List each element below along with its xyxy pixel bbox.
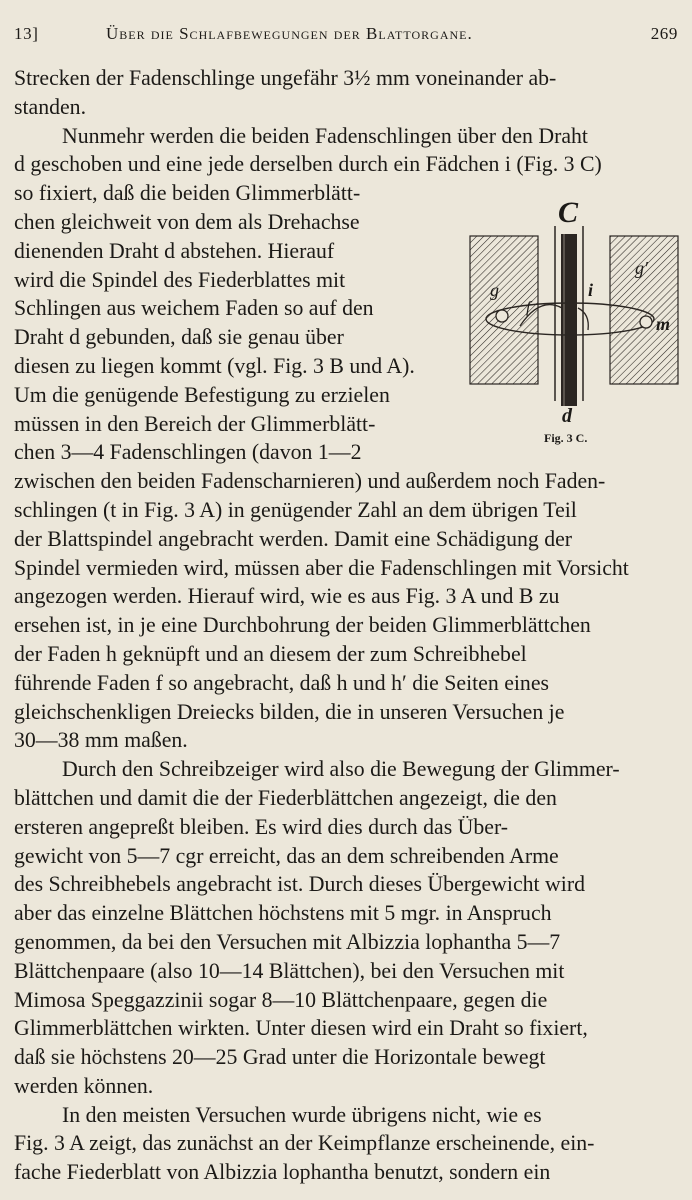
label-C: C: [558, 196, 579, 229]
text-line: aber das einzelne Blättchen höchstens mit 5 mgr. in Anspruch: [14, 901, 552, 926]
text-line: dienenden Draht d abstehen. Hierauf: [14, 238, 335, 263]
text-line: Blättchenpaare (also 10—14 Blättchen), bei den Versuchen mit: [14, 958, 565, 983]
wire-d: [561, 234, 577, 406]
figure-3c-drawing: [460, 196, 690, 436]
text-line: Spindel vermieden wird, müssen aber die Fadenschlingen mit Vorsicht: [14, 555, 629, 580]
text-line: so fixiert, daß die beiden Glimmerblätt-: [14, 181, 361, 206]
text-line: 30—38 mm maßen.: [14, 728, 188, 753]
text-line: standen.: [14, 94, 87, 119]
text-line: Fig. 3 A zeigt, das zunächst an der Keimpflanze erscheinende, ein-: [14, 1131, 595, 1156]
page-number: 269: [650, 24, 678, 43]
text-line: gleichschenkligen Dreiecks bilden, die in unseren Versuchen je: [14, 699, 565, 724]
text-line: gewicht von 5—7 cgr erreicht, das an dem schreibenden Arme: [14, 843, 559, 868]
running-header: [14, 20, 678, 48]
text-line: Nunmehr werden die beiden Fadenschlingen über den Draht: [62, 123, 588, 148]
text-line: diesen zu liegen kommt (vgl. Fig. 3 B und A).: [14, 353, 415, 378]
text-line: der Faden h geknüpft und an diesem der zum Schreibhebel: [14, 641, 527, 666]
text-line: blättchen und damit die der Fiederblättchen angezeigt, die den: [14, 785, 557, 810]
text-line: Um die genügende Befestigung zu erzielen: [14, 382, 390, 407]
text-line: Durch den Schreibzeiger wird also die Bewegung der Glimmer-: [62, 757, 620, 782]
text-line: fache Fiederblatt von Albizzia lophantha benutzt, sondern ein: [14, 1160, 551, 1185]
text-line: Glimmerblättchen wirkten. Unter diesen wird ein Draht so fixiert,: [14, 1016, 588, 1041]
text-line: werden können.: [14, 1073, 154, 1098]
label-f: f: [526, 299, 531, 316]
text-line: d geschoben und eine jede derselben durch ein Fädchen i (Fig. 3 C): [14, 152, 602, 177]
hole-right: [640, 316, 652, 328]
figure-3c: [460, 196, 690, 458]
label-i: i: [588, 280, 594, 300]
text-line: ersehen ist, in je eine Durchbohrung der beiden Glimmerblättchen: [14, 613, 591, 638]
text-line: chen 3—4 Fadenschlingen (davon 1—2: [14, 440, 362, 465]
text-line: müssen in den Bereich der Glimmerblätt-: [14, 411, 376, 436]
text-line: Mimosa Speggazzinii sogar 8—10 Blättchenpaare, gegen die: [14, 987, 548, 1012]
text-line: In den meisten Versuchen wurde übrigens nicht, wie es: [62, 1102, 542, 1127]
text-line: ersteren angepreßt bleiben. Es wird dies durch das Über-: [14, 814, 509, 839]
figure-caption: Fig. 3 C.: [544, 431, 588, 445]
text-line: angezogen werden. Hierauf wird, wie es aus Fig. 3 A und B zu: [14, 584, 560, 609]
text-line: genommen, da bei den Versuchen mit Albizzia lophantha 5—7: [14, 929, 561, 954]
running-title: Über die Schlafbewegungen der Blattorgane.: [106, 24, 473, 43]
text-line: Strecken der Fadenschlinge ungefähr 3½ mm voneinander ab-: [14, 66, 557, 90]
text-line: des Schreibhebels angebracht ist. Durch dieses Übergewicht wird: [14, 872, 585, 897]
text-line: Draht d gebunden, daß sie genau über: [14, 325, 344, 350]
text-line: wird die Spindel des Fiederblattes mit: [14, 267, 346, 292]
chapter-number: 13]: [14, 24, 39, 43]
label-g-prime: g′: [635, 258, 648, 278]
text-line: zwischen den beiden Fadenscharnieren) und außerdem noch Faden-: [14, 469, 606, 494]
text-line: daß sie höchstens 20—25 Grad unter die Horizontale bewegt: [14, 1045, 546, 1070]
text-line: Schlingen aus weichem Faden so auf den: [14, 296, 374, 321]
hole-left: [496, 310, 508, 322]
label-m: m: [656, 314, 671, 334]
text-line: führende Faden f so angebracht, daß h und h′ die Seiten eines: [14, 670, 549, 695]
text-line: schlingen (t in Fig. 3 A) in genügender Zahl an dem übrigen Teil: [14, 497, 577, 522]
label-d: d: [562, 405, 572, 427]
text-line: der Blattspindel angebracht werden. Damit eine Schädigung der: [14, 526, 573, 551]
text-line: chen gleichweit von dem als Drehachse: [14, 209, 360, 234]
label-g: g: [490, 280, 499, 300]
